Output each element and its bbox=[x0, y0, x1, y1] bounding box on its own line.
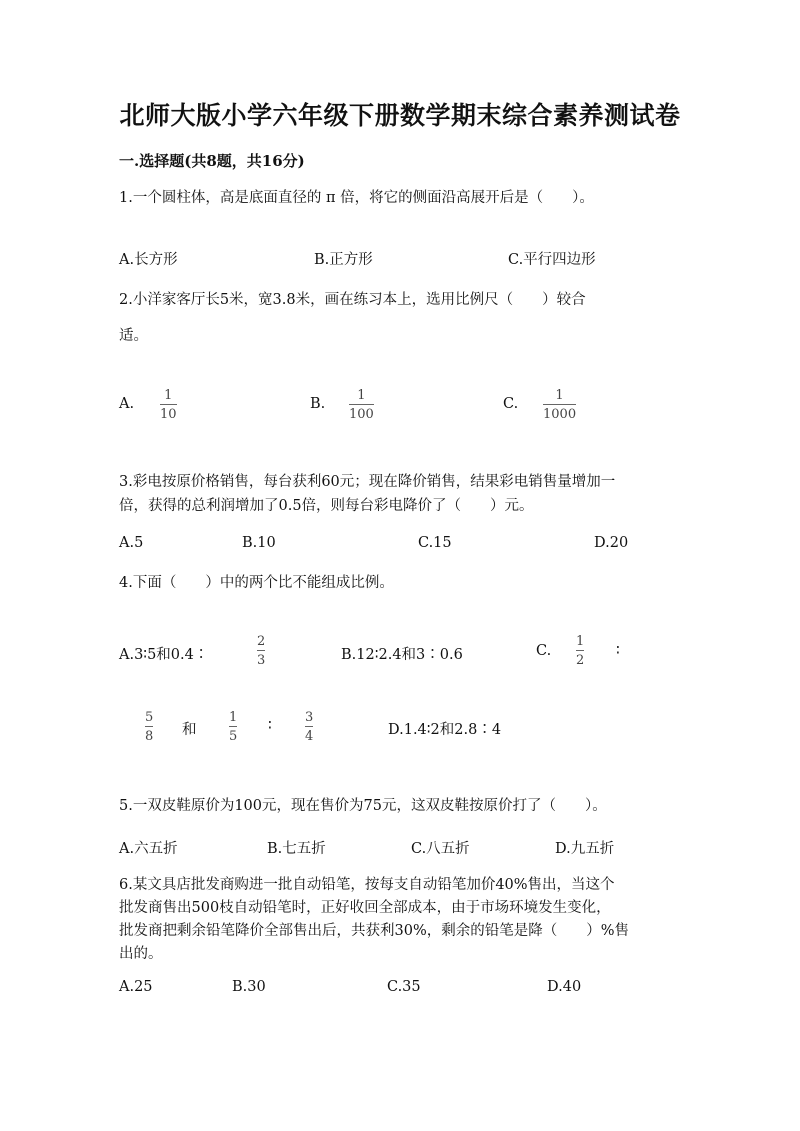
ratio-colon: ∶ bbox=[268, 718, 272, 734]
fraction-denominator: 3 bbox=[257, 653, 266, 668]
fraction-bar bbox=[145, 726, 153, 727]
fraction-bar bbox=[576, 650, 584, 651]
fraction-numerator: 1 bbox=[357, 388, 366, 403]
conjunction-and: 和 bbox=[182, 722, 197, 738]
section-heading: 一.选择题(共8题，共16分) bbox=[119, 152, 305, 170]
question-3-option-b: B.10 bbox=[242, 535, 276, 551]
question-5-text: 5.一双皮鞋原价为100元，现在售价为75元，这双皮鞋按原价打了（ ）。 bbox=[119, 798, 607, 814]
question-3-option-c: C.15 bbox=[418, 535, 452, 551]
question-4-option-c-fraction-2 bbox=[145, 710, 153, 744]
question-2-option-b-label: B. bbox=[310, 396, 326, 412]
page-title: 北师大版小学六年级下册数学期末综合素养测试卷 bbox=[119, 101, 681, 130]
question-6-line-3: 批发商把剩余铅笔降价全部售出后，共获利30%，剩余的铅笔是降（ ）%售 bbox=[119, 923, 630, 939]
fraction-numerator: 1 bbox=[555, 388, 564, 403]
question-4-option-d: D.1.4∶2和2.8∶4 bbox=[388, 722, 502, 738]
question-1-text: 1.一个圆柱体，高是底面直径的 π 倍，将它的侧面沿高展开后是（ ）。 bbox=[119, 190, 594, 206]
fraction-numerator: 1 bbox=[229, 710, 238, 725]
question-2-line-1: 2.小洋家客厅长5米，宽3.8米，画在练习本上，选用比例尺（ ）较合 bbox=[119, 292, 586, 308]
question-1-option-b: B.正方形 bbox=[314, 252, 373, 268]
fraction-numerator: 2 bbox=[257, 634, 266, 649]
fraction-numerator: 1 bbox=[576, 634, 585, 649]
question-5-option-b: B.七五折 bbox=[267, 841, 326, 857]
question-2-option-c-fraction bbox=[543, 388, 576, 422]
ratio-colon: ∶ bbox=[616, 643, 620, 659]
fraction-bar bbox=[160, 404, 177, 405]
question-5-option-d: D.九五折 bbox=[555, 841, 615, 857]
question-4-option-c-fraction-1 bbox=[576, 634, 584, 668]
question-4-option-c-fraction-3 bbox=[229, 710, 237, 744]
question-2-option-b-fraction bbox=[349, 388, 374, 422]
fraction-denominator: 1000 bbox=[543, 407, 577, 422]
question-6-line-2: 批发商售出500枝自动铅笔时，正好收回全部成本，由于市场环境发生变化， bbox=[119, 900, 611, 916]
question-1-option-a: A.长方形 bbox=[119, 252, 178, 268]
question-4-option-a: A.3∶5和0.4∶ bbox=[119, 647, 209, 663]
fraction-denominator: 100 bbox=[349, 407, 374, 422]
question-4-option-c-label: C. bbox=[536, 643, 552, 659]
question-2-option-c-label: C. bbox=[503, 396, 519, 412]
question-4-option-b: B.12∶2.4和3∶0.6 bbox=[341, 647, 463, 663]
fraction-denominator: 2 bbox=[576, 653, 585, 668]
fraction-bar bbox=[349, 404, 374, 405]
fraction-numerator: 1 bbox=[164, 388, 173, 403]
question-3-option-a: A.5 bbox=[119, 535, 144, 551]
fraction-numerator: 3 bbox=[305, 710, 314, 725]
question-2-option-a-fraction bbox=[160, 388, 177, 422]
question-4-text: 4.下面（ ）中的两个比不能组成比例。 bbox=[119, 575, 394, 591]
question-6-line-4: 出的。 bbox=[119, 946, 163, 962]
question-3-line-1: 3.彩电按原价格销售，每台获利60元；现在降价销售，结果彩电销售量增加一 bbox=[119, 474, 616, 490]
question-6-option-d: D.40 bbox=[547, 979, 582, 995]
fraction-denominator: 8 bbox=[145, 729, 154, 744]
fraction-bar bbox=[229, 726, 237, 727]
question-2-line-2: 适。 bbox=[119, 328, 148, 344]
fraction-bar bbox=[305, 726, 313, 727]
question-6-option-b: B.30 bbox=[232, 979, 266, 995]
question-6-option-c: C.35 bbox=[387, 979, 421, 995]
question-3-option-d: D.20 bbox=[594, 535, 629, 551]
fraction-denominator: 5 bbox=[229, 729, 238, 744]
fraction-denominator: 4 bbox=[305, 729, 314, 744]
question-6-option-a: A.25 bbox=[119, 979, 153, 995]
question-6-line-1: 6.某文具店批发商购进一批自动铅笔，按每支自动铅笔加价40%售出，当这个 bbox=[119, 877, 615, 893]
question-3-line-2: 倍，获得的总利润增加了0.5倍，则每台彩电降价了（ ）元。 bbox=[119, 498, 534, 514]
fraction-bar bbox=[257, 650, 265, 651]
fraction-denominator: 10 bbox=[160, 407, 177, 422]
question-5-option-c: C.八五折 bbox=[411, 841, 470, 857]
fraction-bar bbox=[543, 404, 576, 405]
question-4-option-a-fraction bbox=[257, 634, 265, 668]
question-4-option-c-fraction-4 bbox=[305, 710, 313, 744]
question-2-option-a-label: A. bbox=[119, 396, 135, 412]
question-5-option-a: A.六五折 bbox=[119, 841, 178, 857]
fraction-numerator: 5 bbox=[145, 710, 154, 725]
question-1-option-c: C.平行四边形 bbox=[508, 252, 596, 268]
